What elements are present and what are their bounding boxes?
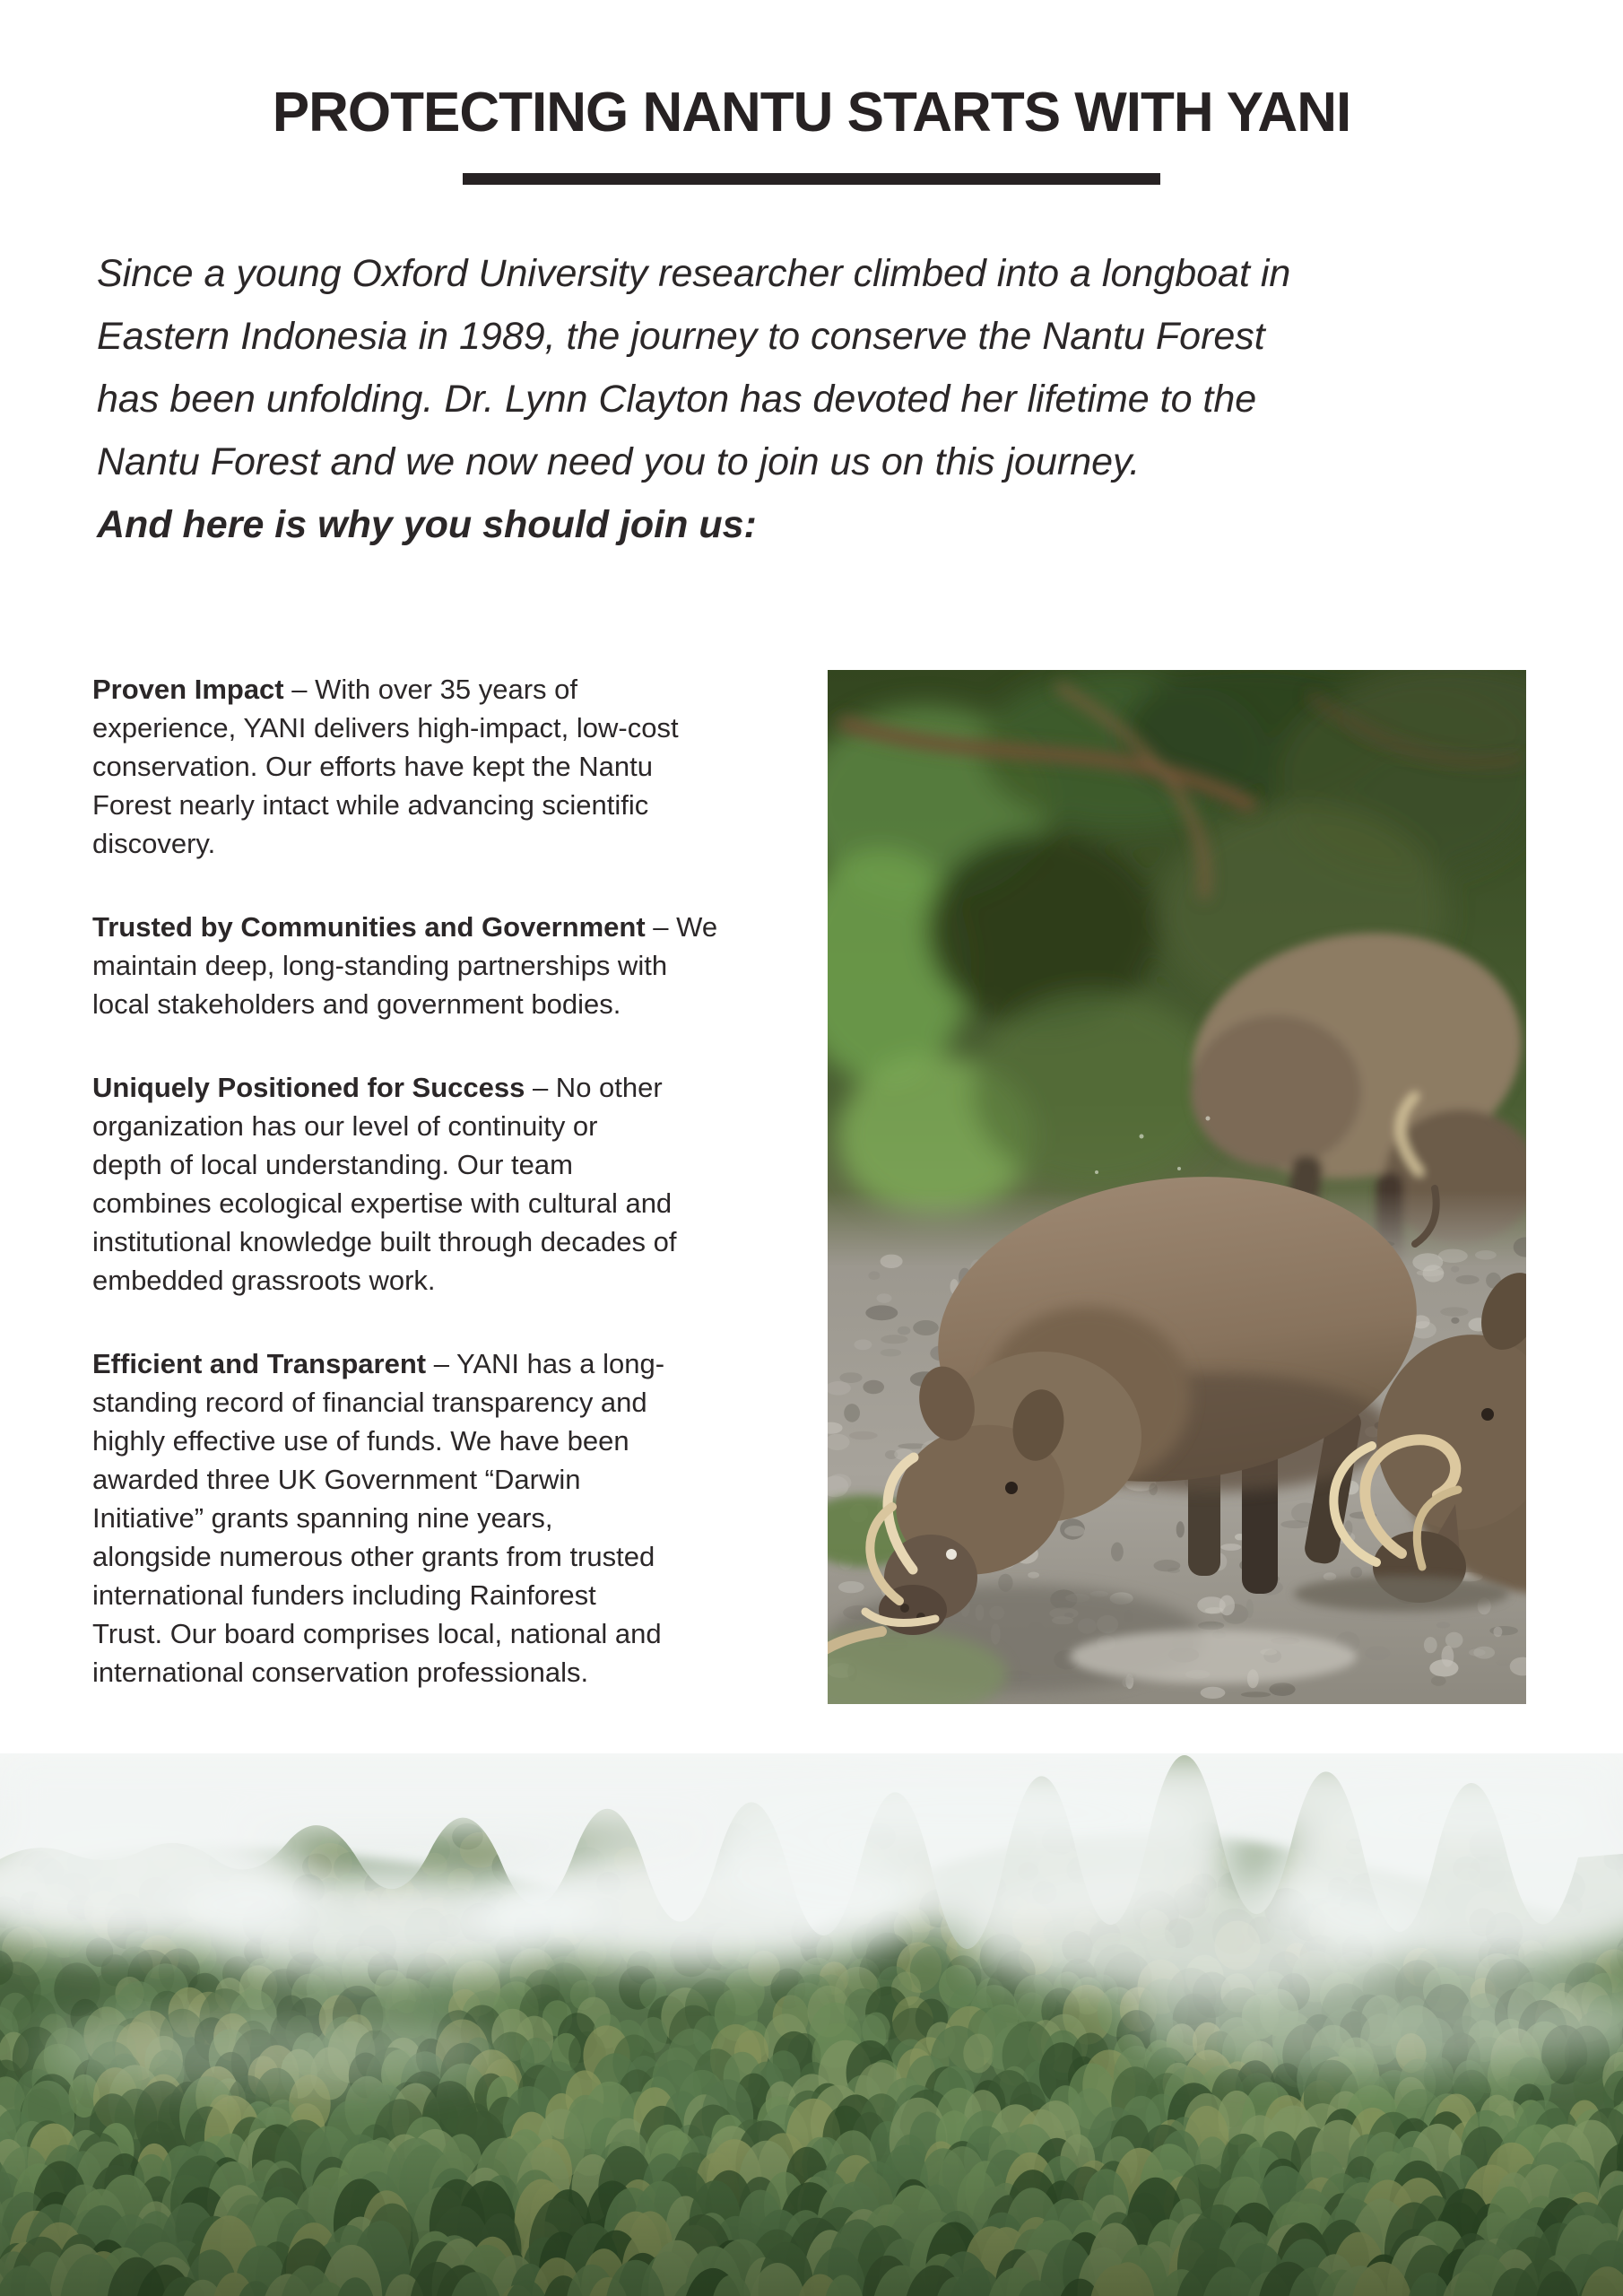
section-line: awarded three UK Government “Darwin xyxy=(92,1464,581,1495)
intro-line: has been unfolding. Dr. Lynn Clayton has devoted her lifetime to the xyxy=(97,378,1257,421)
section-line: institutional knowledge built through decades of xyxy=(92,1226,677,1257)
section-line: international conservation professionals. xyxy=(92,1657,589,1688)
section-first-line xyxy=(92,670,831,709)
section-trusted xyxy=(92,908,831,1023)
section-line: combines ecological expertise with cultural and xyxy=(92,1187,673,1219)
foreground-shade xyxy=(0,2130,1623,2296)
intro-line: Since a young Oxford University researcher climbed into a longboat in xyxy=(97,252,1291,295)
section-line: discovery. xyxy=(92,828,216,859)
section-proven-impact xyxy=(92,670,831,863)
section-heading: Trusted by Communities and Government xyxy=(92,911,646,943)
section-line: Initiative” grants spanning nine years, xyxy=(92,1502,553,1534)
section-line: embedded grassroots work. xyxy=(92,1265,436,1296)
section-first-line xyxy=(92,1068,831,1107)
canopy-photo-art xyxy=(0,1753,1623,2296)
rainforest-canopy-photo xyxy=(0,1753,1623,2296)
babirusa-photo xyxy=(828,670,1526,1704)
intro-emphasis-line: And here is why you should join us: xyxy=(97,503,757,546)
section-line: Forest nearly intact while advancing scientific xyxy=(92,789,649,821)
babirusa-photo-art xyxy=(828,670,1526,1704)
section-line: conservation. Our efforts have kept the Nantu xyxy=(92,751,653,782)
section-heading: Uniquely Positioned for Success xyxy=(92,1072,525,1103)
intro-line: Eastern Indonesia in 1989, the journey to conserve the Nantu Forest xyxy=(97,315,1265,358)
section-text: – No other xyxy=(525,1072,663,1103)
section-line: highly effective use of funds. We have been xyxy=(92,1425,629,1457)
section-line: international funders including Rainforest xyxy=(92,1579,596,1611)
section-line: standing record of financial transparency and xyxy=(92,1387,647,1418)
section-uniquely-positioned xyxy=(92,1068,831,1300)
section-text: – We xyxy=(645,911,718,943)
section-line: maintain deep, long-standing partnerships with xyxy=(92,950,668,981)
section-line: alongside numerous other grants from trusted xyxy=(92,1541,655,1572)
intro-line: Nantu Forest and we now need you to join us on this journey. xyxy=(97,440,1141,483)
section-line: experience, YANI delivers high-impact, low-cost xyxy=(92,712,679,744)
intro-paragraph xyxy=(97,242,1290,556)
section-efficient-transparent xyxy=(92,1344,831,1692)
section-first-line xyxy=(92,908,831,946)
title-underline xyxy=(463,173,1160,185)
section-text: – YANI has a long- xyxy=(426,1348,665,1379)
section-text: – With over 35 years of xyxy=(283,674,577,705)
section-line: depth of local understanding. Our team xyxy=(92,1149,573,1180)
section-heading: Proven Impact xyxy=(92,674,284,705)
section-line: organization has our level of continuity or xyxy=(92,1110,598,1142)
section-line: Trust. Our board comprises local, national and xyxy=(92,1618,662,1649)
section-heading: Efficient and Transparent xyxy=(92,1348,427,1379)
page-title: PROTECTING NANTU STARTS WITH YANI xyxy=(272,82,1351,144)
section-first-line xyxy=(92,1344,831,1383)
benefit-sections xyxy=(92,670,831,1736)
section-line: local stakeholders and government bodies. xyxy=(92,988,621,1020)
